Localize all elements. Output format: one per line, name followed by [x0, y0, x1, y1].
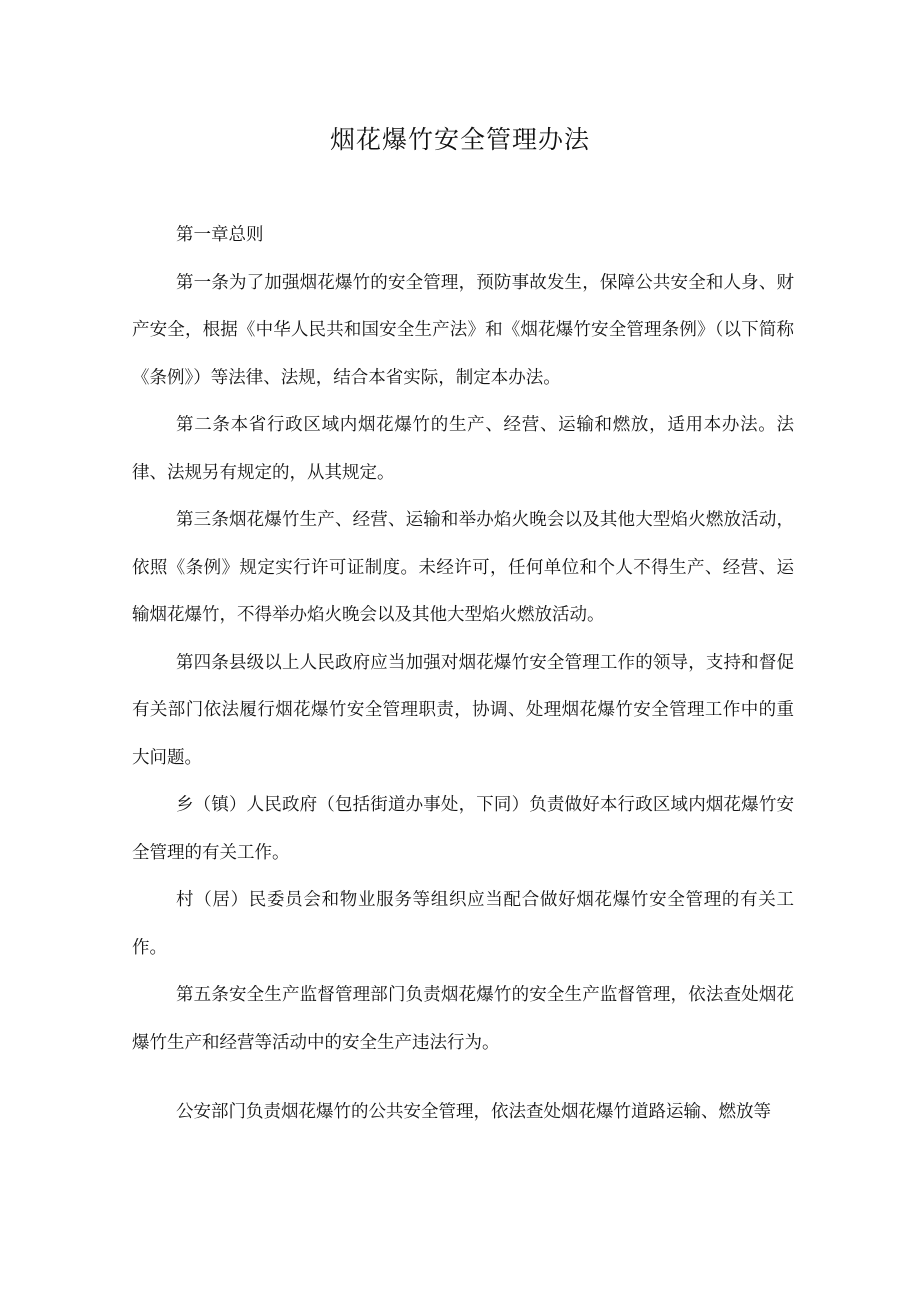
- document-title: 烟花爆竹安全管理办法: [329, 125, 590, 154]
- township-paragraph: 乡（镇）人民政府（包括街道办事处，下同）负责做好本行政区域内烟花爆竹安全管理的有关工作。: [132, 795, 794, 863]
- article-4-paragraph: 第四条县级以上人民政府应当加强对烟花爆竹安全管理工作的领导，支持和督促有关部门依法履行烟花爆竹安全管理职责，协调、处理烟花爆竹安全管理工作中的重大问题。: [132, 652, 794, 768]
- article-1-paragraph: 第一条为了加强烟花爆竹的安全管理，预防事故发生，保障公共安全和人身、财产安全，根据《中华人民共和国安全生产法》和《烟花爆竹安全管理条例》（以下简称《条例》）等法律、法规，结合本省实际，制定本办法。: [132, 272, 794, 388]
- document-body: [132, 212, 794, 1137]
- article-2-paragraph: 第二条本省行政区域内烟花爆竹的生产、经营、运输和燃放，适用本办法。法律、法规另有规定的，从其规定。: [132, 415, 794, 483]
- chapter-heading: 第一章总则: [176, 225, 264, 245]
- article-5-paragraph: 第五条安全生产监督管理部门负责烟花爆竹的安全生产监督管理，依法查处烟花爆竹生产和经营等活动中的安全生产违法行为。: [132, 985, 794, 1053]
- village-paragraph: 村（居）民委员会和物业服务等组织应当配合做好烟花爆竹安全管理的有关工作。: [132, 890, 794, 958]
- article-3-paragraph: 第三条烟花爆竹生产、经营、运输和举办焰火晚会以及其他大型焰火燃放活动，依照《条例》规定实行许可证制度。未经许可，任何单位和个人不得生产、经营、运输烟花爆竹，不得举办焰火晚会以及其他大型焰火燃放活动。: [132, 510, 794, 625]
- public-security-paragraph: 公安部门负责烟花爆竹的公共安全管理，依法查处烟花爆竹道路运输、燃放等: [176, 1102, 771, 1122]
